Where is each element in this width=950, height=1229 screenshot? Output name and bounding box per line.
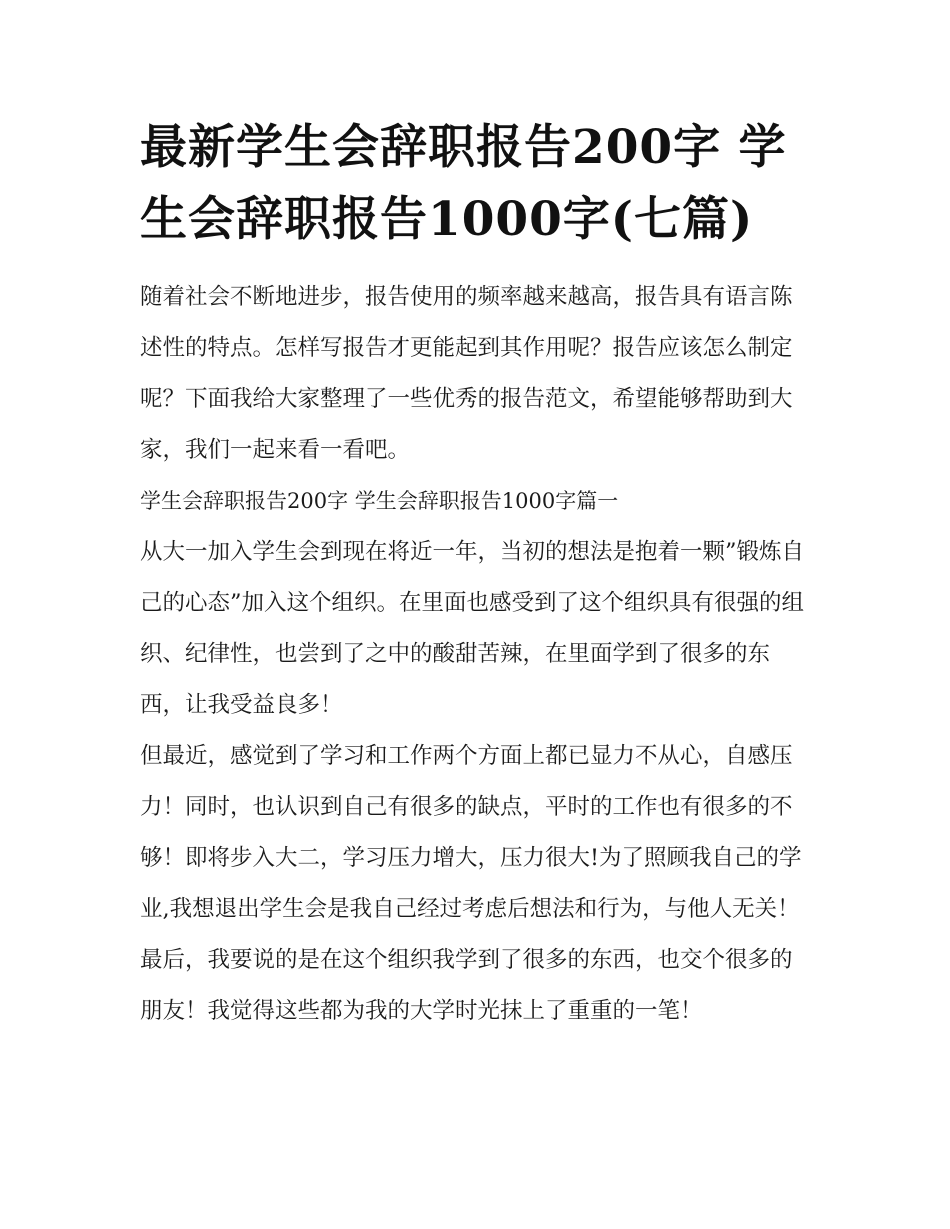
intro-paragraph: 随着社会不断地进步，报告使用的频率越来越高，报告具有语言陈述性的特点。怎样写报告才更能起到其作用呢？报告应该怎么制定呢？下面我给大家整理了一些优秀的报告范文，希望能够帮助到大家，我们一起来看一看吧。 <box>140 284 793 463</box>
document-title: 最新学生会辞职报告200字 学生会辞职报告1000字(七篇) <box>140 120 787 247</box>
body-paragraph-2: 但最近，感觉到了学习和工作两个方面上都已显力不从心，自感压力！同时，也认识到自己有很多的缺点，平时的工作也有很多的不够！即将步入大二，学习压力增大，压力很大!为了照顾我自己的学业,我想退出学生会是我自己经过考虑后想法和行为，与他人无关！ <box>140 743 802 922</box>
document-page <box>140 112 812 1037</box>
section-heading: 学生会辞职报告200字 学生会辞职报告1000字篇一 <box>140 489 619 513</box>
body-paragraph-3: 最后，我要说的是在这个组织我学到了很多的东西，也交个很多的朋友！我觉得这些都为我的大学时光抹上了重重的一笔！ <box>140 947 793 1024</box>
body-paragraph-1: 从大一加入学生会到现在将近一年，当初的想法是抱着一颗”锻炼自己的心态”加入这个组织。在里面也感受到了这个组织具有很强的组织、纪律性，也尝到了之中的酸甜苦辣，在里面学到了很多的东西，让我受益良多！ <box>140 539 805 718</box>
